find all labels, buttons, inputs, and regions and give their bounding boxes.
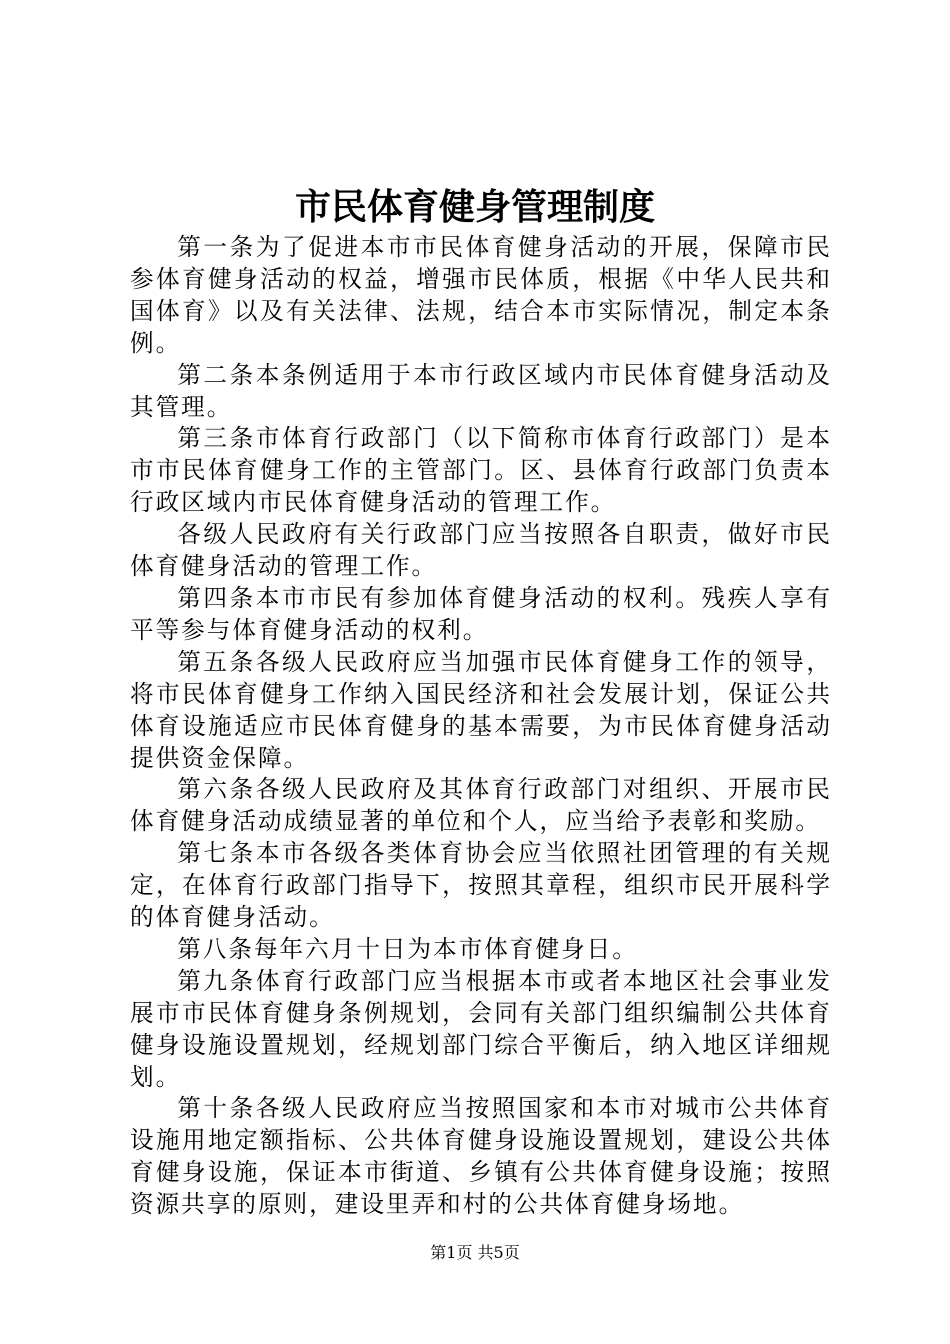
paragraph-article-5: 第五条各级人民政府应当加强市民体育健身工作的领导，将市民体育健身工作纳入国民经济和社会发展计划，保证公共体育设施适应市民体育健身的基本需要，为市民体育健身活动提供资金保障。 xyxy=(130,647,832,772)
paragraph-article-1: 第一条为了促进本市市民体育健身活动的开展，保障市民参体育健身活动的权益，增强市民体质，根据《中华人民共和国体育》以及有关法律、法规，结合本市实际情况，制定本条例。 xyxy=(130,233,832,357)
page-number-footer: 第1页 共5页 xyxy=(430,1243,520,1262)
paragraph-article-3: 第三条市体育行政部门（以下简称市体育行政部门）是本市市民体育健身工作的主管部门。区、县体育行政部门负责本行政区域内市民体育健身活动的管理工作。 xyxy=(130,424,832,517)
paragraph-article-9: 第九条体育行政部门应当根据本市或者本地区社会事业发展市市民体育健身条例规划，会同有关部门组织编制公共体育健身设施设置规划，经规划部门综合平衡后，纳入地区详细规划。 xyxy=(130,966,832,1091)
document-body xyxy=(130,232,832,1221)
paragraph-article-7: 第七条本市各级各类体育协会应当依照社团管理的有关规定，在体育行政部门指导下，按照其章程，组织市民开展科学的体育健身活动。 xyxy=(130,839,832,932)
paragraph-article-10: 第十条各级人民政府应当按照国家和本市对城市公共体育设施用地定额指标、公共体育健身设施设置规划，建设公共体育健身设施，保证本市街道、乡镇有公共体育健身设施；按照资源共享的原则，建设里弄和村的公共体育健身场地。 xyxy=(130,1094,832,1219)
paragraph-article-6: 第六条各级人民政府及其体育行政部门对组织、开展市民体育健身活动成绩显著的单位和个人，应当给予表彰和奖励。 xyxy=(130,775,832,836)
paragraph-article-4: 第四条本市市民有参加体育健身活动的权利。残疾人享有平等参与体育健身活动的权利。 xyxy=(130,583,832,644)
paragraph-article-2: 第二条本条例适用于本市行政区域内市民体育健身活动及其管理。 xyxy=(130,360,832,421)
document-title: 市民体育健身管理制度 xyxy=(294,186,655,228)
paragraph-article-3-continued: 各级人民政府有关行政部门应当按照各自职责，做好市民体育健身活动的管理工作。 xyxy=(130,520,832,581)
paragraph-article-8: 第八条每年六月十日为本市体育健身日。 xyxy=(177,934,638,963)
